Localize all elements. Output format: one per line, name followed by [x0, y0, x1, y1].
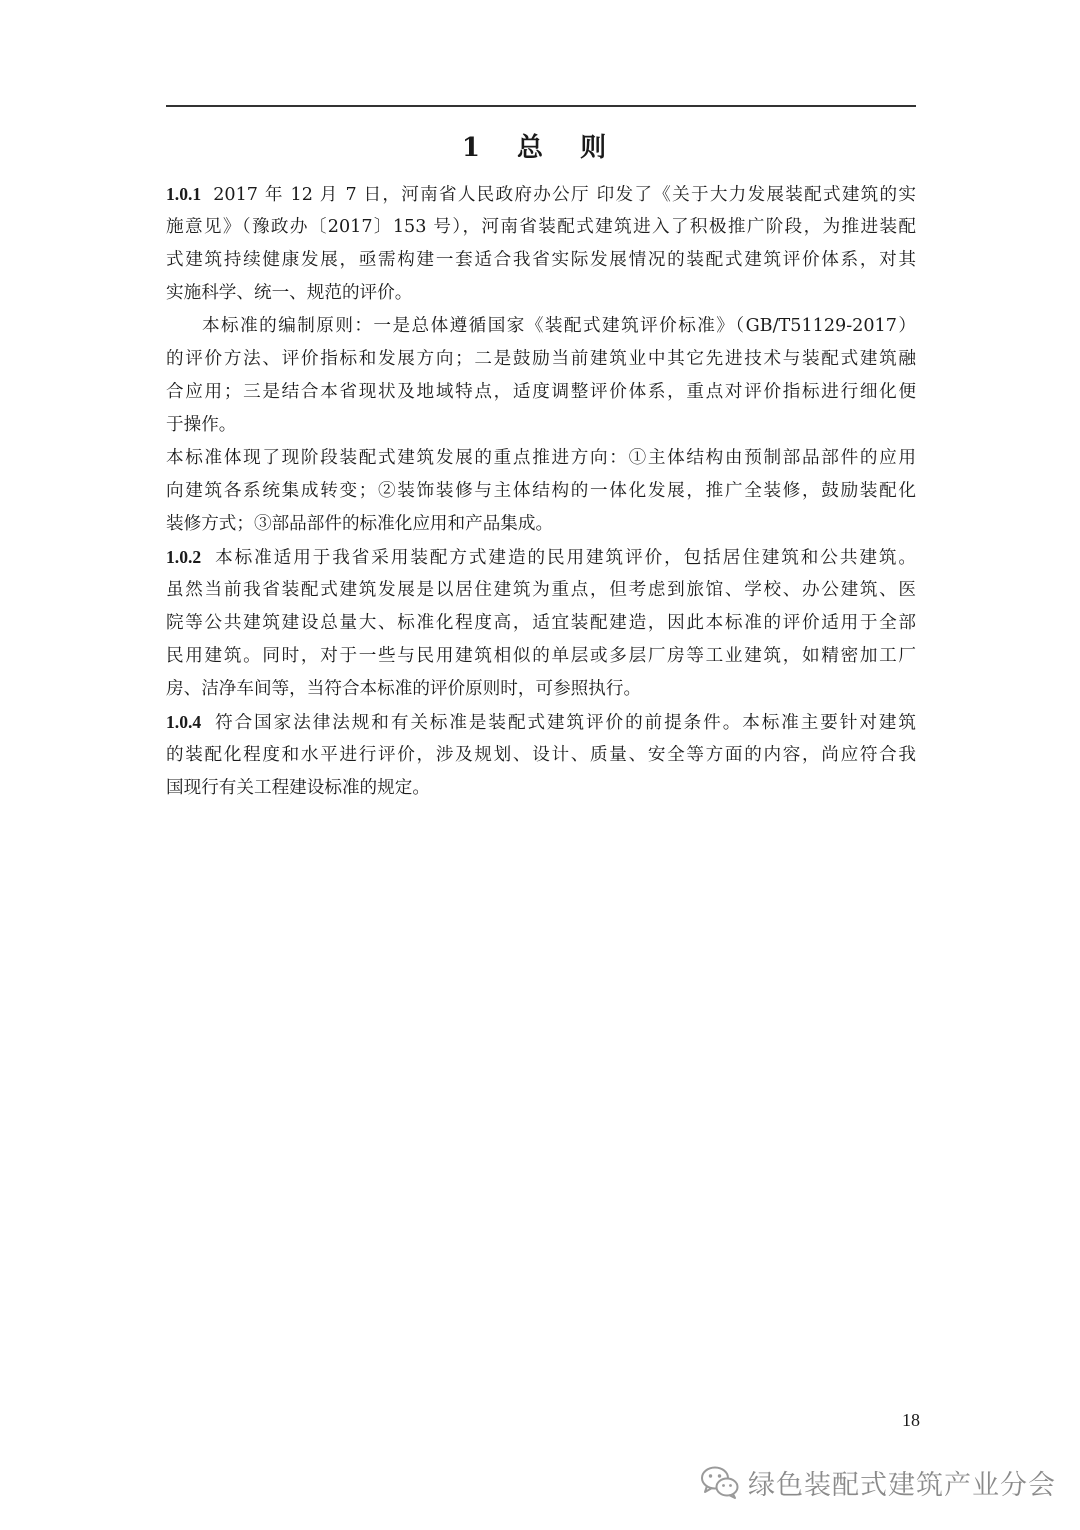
text-line: 合应用；三是结合本省现状及地域特点，适度调整评价体系，重点对评价指标进行细化便 [166, 382, 916, 402]
text-line: 实施科学、统一、规范的评价。 [166, 283, 413, 303]
text-line: 本标准体现了现阶段装配式建筑发展的重点推进方向：①主体结构由预制部品部件的应用 [166, 448, 916, 468]
text-line: 虽然当前我省装配式建筑发展是以居住建筑为重点，但考虑到旅馆、学校、办公建筑、医 [166, 580, 916, 600]
text-line: 于操作。 [166, 415, 237, 435]
text-line: 向建筑各系统集成转变；②装饰装修与主体结构的一体化发展，推广全装修，鼓励装配化 [166, 481, 916, 501]
text-line: 院等公共建筑建设总量大、标准化程度高，适宜装配建造，因此本标准的评价适用于全部 [166, 613, 916, 633]
text-line: 民用建筑。同时，对于一些与民用建筑相似的单层或多层厂房等工业建筑，如精密加工厂 [166, 646, 916, 666]
watermark-text: 绿色装配式建筑产业分会 [748, 1469, 1056, 1501]
clause-number: 1.0.4 [166, 712, 202, 732]
paragraph-principles [166, 310, 916, 442]
page-number: 18 [902, 1410, 920, 1430]
text-line: 1.0.2 本标准适用于我省采用装配方式建造的民用建筑评价，包括居住建筑和公共建筑。 [166, 547, 916, 568]
paragraph-1-0-4 [166, 706, 916, 805]
clause-number: 1.0.2 [166, 547, 202, 567]
text-line: 施意见》（豫政办〔2017〕153 号），河南省装配式建筑进入了积极推广阶段，为推进装配 [166, 217, 916, 237]
text-line: 本标准的编制原则：一是总体遵循国家《装配式建筑评价标准》（GB/T51129-2017） [202, 316, 916, 336]
text-line: 装修方式；③部品部件的标准化应用和产品集成。 [166, 514, 554, 534]
text-line: 1.0.4 符合国家法律法规和有关标准是装配式建筑评价的前提条件。本标准主要针对建筑 [166, 712, 916, 733]
text-line: 式建筑持续健康发展，亟需构建一套适合我省实际发展情况的装配式建筑评价体系，对其 [166, 250, 916, 270]
paragraph-1-0-1 [166, 178, 916, 310]
clause-number: 1.0.1 [166, 184, 202, 204]
document-body [166, 178, 916, 805]
paragraph-1-0-2 [166, 541, 916, 706]
paragraph-directions [166, 442, 916, 541]
text-line: 的评价方法、评价指标和发展方向；二是鼓励当前建筑业中其它先进技术与装配式建筑融 [166, 349, 916, 369]
header-rule [166, 105, 916, 107]
text-line: 国现行有关工程建设标准的规定。 [166, 778, 430, 798]
text-line: 的装配化程度和水平进行评价，涉及规划、设计、质量、安全等方面的内容，尚应符合我 [166, 745, 916, 765]
text-line: 房、洁净车间等，当符合本标准的评价原则时，可参照执行。 [166, 679, 642, 699]
wechat-icon [700, 1464, 740, 1500]
chapter-title: 1 总 则 [461, 133, 621, 163]
watermark [700, 1462, 1056, 1502]
text-line: 1.0.1 2017 年 12 月 7 日，河南省人民政府办公厅 印发了《关于大力发展装配式建筑的实 [166, 184, 916, 205]
